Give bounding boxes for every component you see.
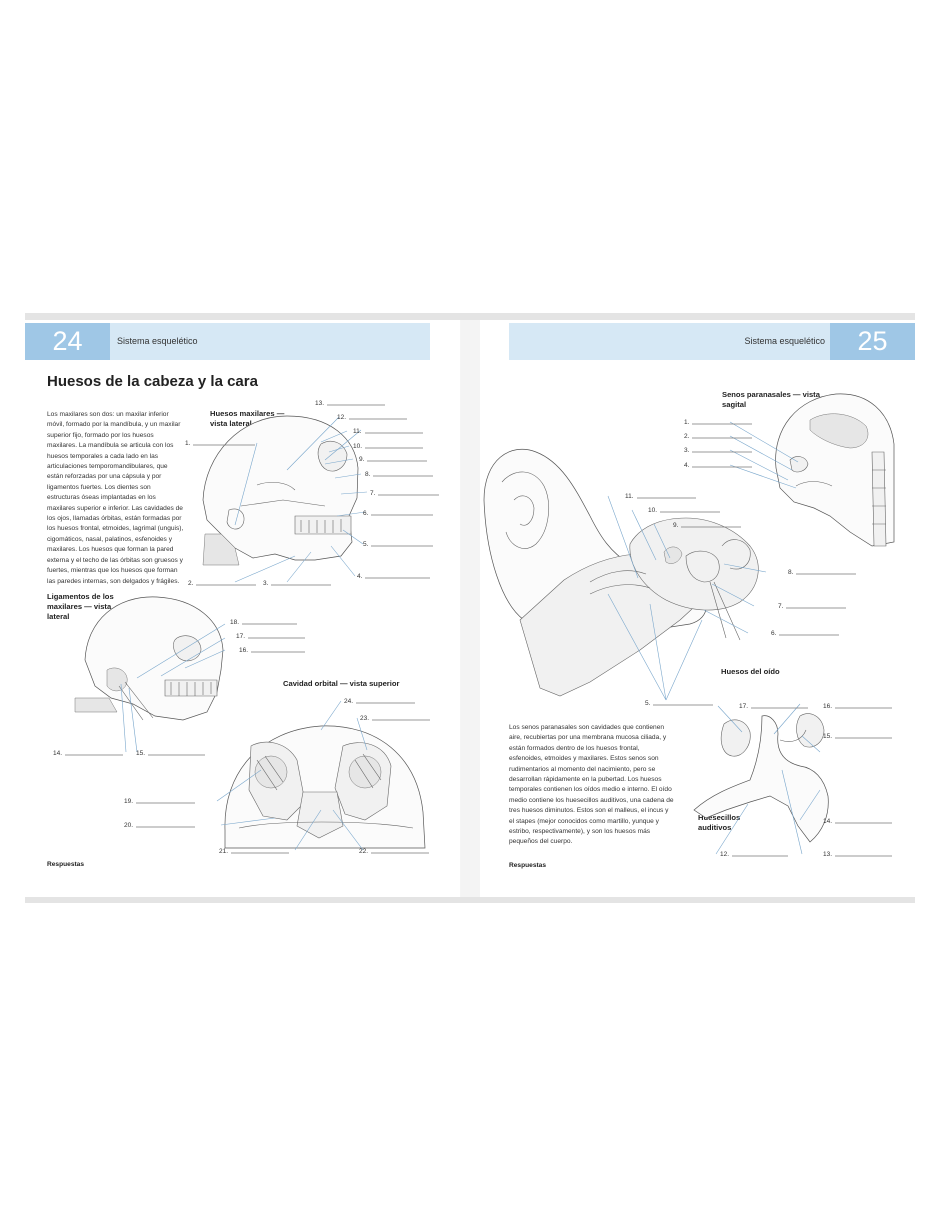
callout-9: 9. [359,456,365,463]
callout-24: 24. [344,698,354,705]
skull-lateral-illustration [203,416,358,565]
callout-8: 8. [788,569,794,576]
callout-16: 16. [823,703,833,710]
figure-caption-huesecillos: Huesecillos auditivos [698,813,741,832]
figure-caption-oido: Huesos del oído [721,667,780,676]
callout-7: 7. [370,490,376,497]
callout-12: 12. [720,851,730,858]
callout-16: 16. [239,647,249,654]
callout-20: 20. [124,822,134,829]
callout-17: 17. [236,633,246,640]
callout-21: 21. [219,848,229,855]
callout-1: 1. [684,419,690,426]
page-24 [25,320,460,897]
body-paragraph: Los maxilares son dos: un maxilar inferior móvil, formado por la mandíbula, y un maxilar superior fijo, formado por los huesos maxilares. La mandíbula se articula con los huesos temporales a cada lado en las articulaciones temporomandibulares, que están reforzadas por una cápsula y por ligamentos fuertes. Los dientes son estructuras óseas implantadas en los maxilares superior e inferior. Las cavidades de los ojos, llamadas órbitas, están formadas por los huesos frontal, etmoides, lagrimal (unguis), cigomáticos, nasal, palatinos, esfenoides y maxilares. Los huesos que forman la pared externa y el techo de las órbitas son gruesos y fuertes, mientras que los huesos que forman las paredes internas, son delgados y frágiles. [47,411,184,585]
callout-12: 12. [337,414,347,421]
section-title: Sistema esquelético [744,336,825,346]
sagittal-head-illustration [776,394,894,546]
callout-14: 14. [53,750,63,757]
skull-ligaments-illustration [75,597,223,720]
callout-15: 15. [823,733,833,740]
callout-4: 4. [684,462,690,469]
body-paragraph: Los senos paranasales son cavidades que contienen aire, recubiertas por una membrana mucosa ciliada, y están formados dentro de los huesos frontal, esfenoides, etmoides y maxilares. Estos senos son rudimentarios al momento del nacimiento, pero se desarrollan rápidamente en la pubertad. Los huesos temporales contienen los oídos medio e interno. El oído medio contiene los huesecillos auditivos, una cadena de tres huesos diminutos. Estos son el malleus, el incus y el stapes (mejor conocidos como martillo, yunque y estribo, respectivamente), y son los huesos más pequeños del cuerpo. [509,724,674,846]
callout-7: 7. [778,603,784,610]
callout-4: 4. [357,573,363,580]
answers-label: Respuestas [47,861,85,868]
page-number: 25 [830,323,915,360]
callout-22: 22. [359,848,369,855]
callout-11: 11. [625,493,634,500]
answers-label: Respuestas [509,862,547,869]
callout-10: 10. [648,507,658,514]
callout-5: 5. [645,700,651,707]
callout-6: 6. [363,510,369,517]
callout-13: 13. [823,851,833,858]
figure-caption-senos: Senos paranasales — vista sagital [722,390,820,409]
callout-17: 17. [739,703,749,710]
callout-11: 11. [353,428,362,435]
book-spread [25,313,915,903]
right-page-illustrations [480,320,915,897]
answers-text [509,874,894,884]
ossicles-illustration [694,714,828,842]
callout-19: 19. [124,798,134,805]
page-title: Huesos de la cabeza y la cara [47,373,258,390]
callout-15: 15. [136,750,146,757]
ear-cross-section-illustration [484,449,758,696]
callout-5: 5. [363,541,369,548]
callout-13: 13. [315,400,325,407]
callout-3: 3. [263,580,269,587]
callout-2: 2. [684,433,690,440]
left-page-illustrations [25,320,460,897]
callout-18: 18. [230,619,240,626]
callout-8: 8. [365,471,371,478]
callout-6: 6. [771,630,777,637]
callout-9: 9. [673,522,679,529]
figure-caption-maxilares: Huesos maxilares — vista lateral [210,409,285,428]
callout-1: 1. [185,440,191,447]
callout-2: 2. [188,580,194,587]
figure-caption-ligamentos: Ligamentos de los maxilares — vista lateral [47,592,114,621]
answers-text [47,872,432,887]
page-25 [480,320,915,897]
orbital-cavity-illustration [225,726,425,848]
callout-14: 14. [823,818,833,825]
figure-caption-cavidad-orbital: Cavidad orbital — vista superior [283,679,400,688]
callout-10: 10. [353,443,363,450]
callout-3: 3. [684,447,690,454]
page-number: 24 [25,323,110,360]
section-title: Sistema esquelético [117,336,198,346]
callout-23: 23. [360,715,370,722]
